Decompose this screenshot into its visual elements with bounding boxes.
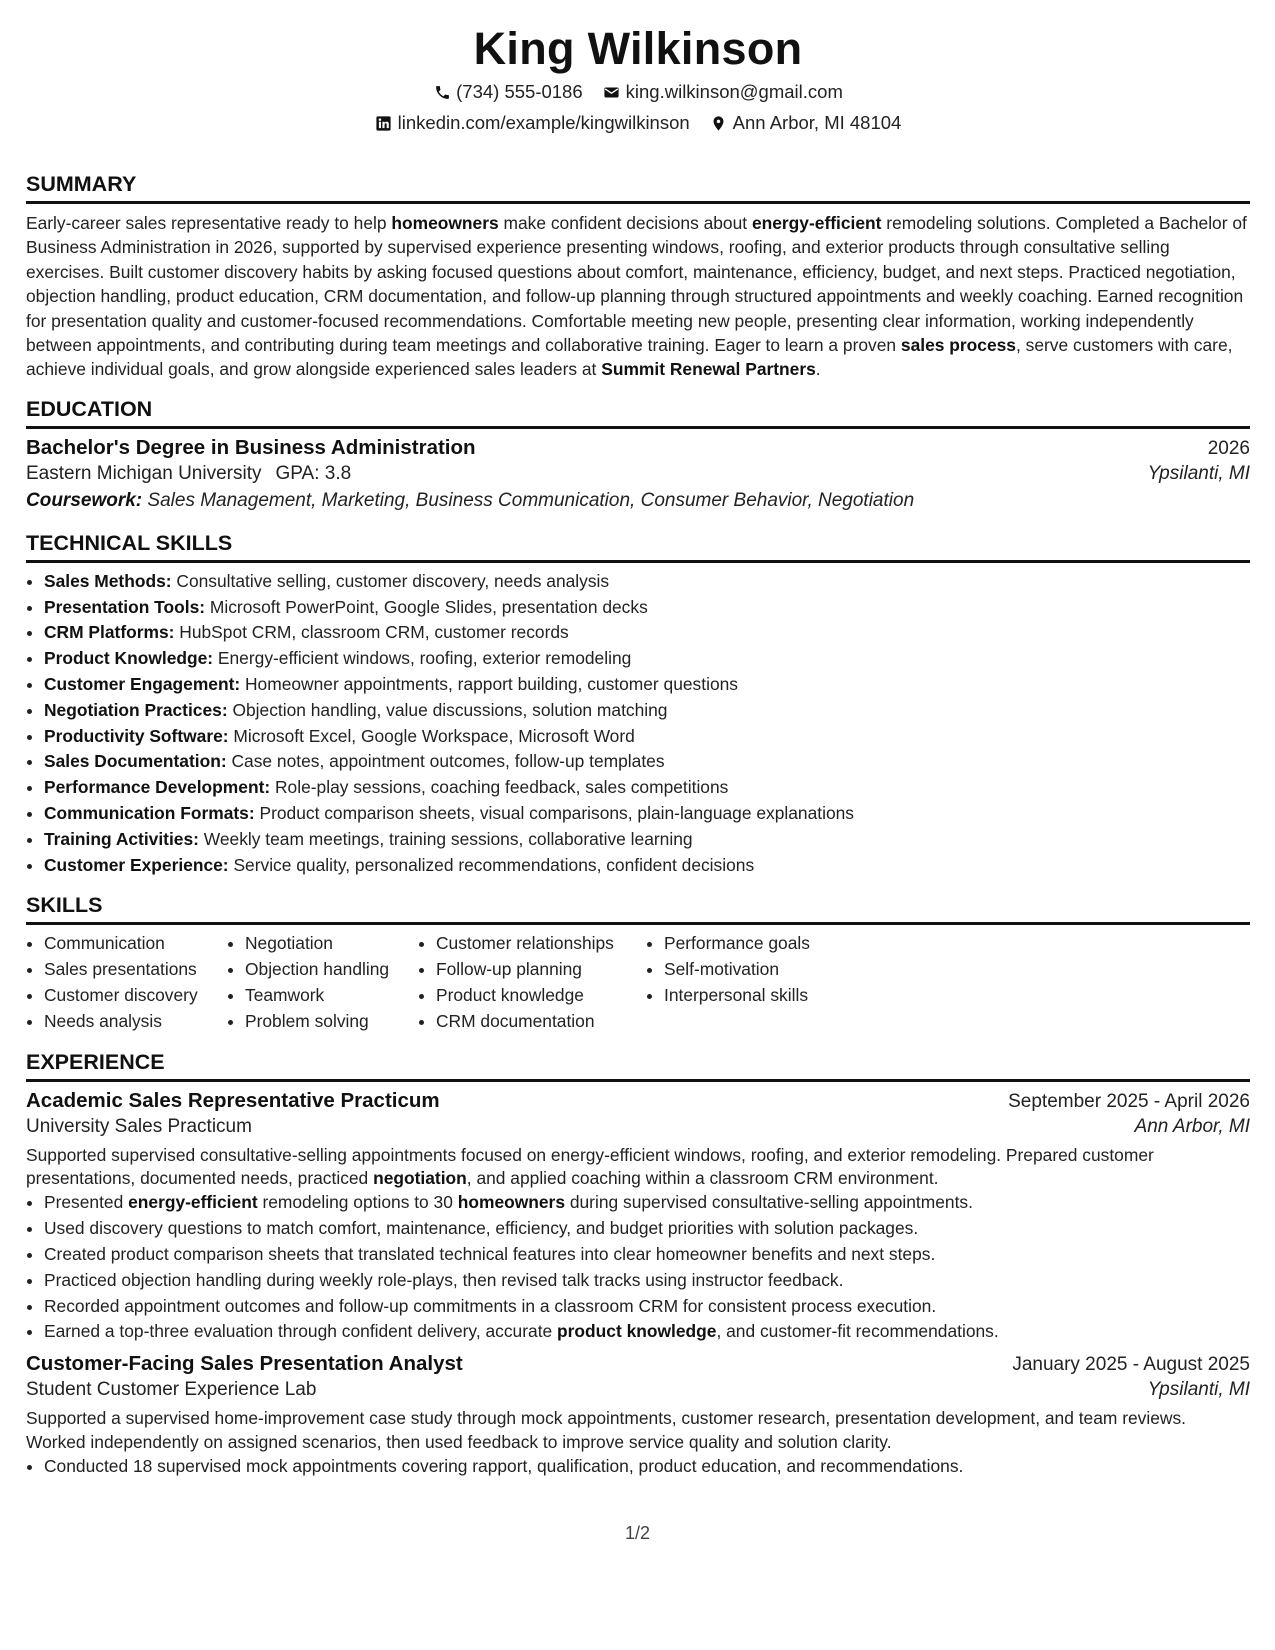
skills-column-4 <box>646 931 864 1034</box>
list-item: • Conducted 18 supervised mock appointments covering rapport, qualification, product education, and recommendations. <box>44 1454 1250 1480</box>
summary-bold: Summit Renewal Partners <box>601 359 816 380</box>
list-item <box>44 749 1250 775</box>
job-dates: September 2025 - April 2026 <box>1008 1090 1250 1112</box>
job-organization: University Sales Practicum <box>26 1115 252 1137</box>
list-item: • Customer relationships <box>436 931 646 957</box>
email-address[interactable]: king.wilkinson@gmail.com <box>625 81 843 102</box>
skill-values: Homeowner appointments, rapport building, customer questions <box>240 674 738 695</box>
list-item: • Product knowledge <box>436 983 646 1009</box>
education-heading: EDUCATION <box>26 396 1250 429</box>
skill-category: Productivity Software: <box>44 725 229 746</box>
skill-values: Weekly team meetings, training sessions, collaborative learning <box>198 828 693 849</box>
gpa: GPA: 3.8 <box>275 462 352 484</box>
list-item: • Follow-up planning <box>436 957 646 983</box>
envelope-icon <box>603 83 621 101</box>
coursework-label: Coursework: <box>26 489 143 511</box>
list-item <box>44 698 1250 724</box>
bullet-text: Earned a top-three evaluation through confident delivery, accurate <box>44 1321 558 1342</box>
skill-category: Customer Engagement: <box>44 674 241 695</box>
bullet-text: during supervised consultative-selling appointments. <box>565 1192 973 1213</box>
school-info <box>26 463 351 485</box>
job-title-row <box>26 1352 1250 1376</box>
education-entry-sub <box>26 463 1250 485</box>
skill-values: Microsoft Excel, Google Workspace, Microsoft Word <box>228 725 635 746</box>
skill-category: Sales Documentation: <box>44 751 227 772</box>
bullet-text: , and customer-fit recommendations. <box>716 1321 999 1342</box>
skills-heading: SKILLS <box>26 892 1250 925</box>
skill-category: Performance Development: <box>44 777 271 798</box>
list-item <box>44 801 1250 827</box>
job-title: Customer-Facing Sales Presentation Analyst <box>26 1352 463 1376</box>
desc-text: , and applied coaching within a classroom CRM environment. <box>466 1168 939 1188</box>
job-title: Academic Sales Representative Practicum <box>26 1088 440 1112</box>
list-item: • Communication <box>44 931 227 957</box>
job-entry <box>26 1352 1250 1480</box>
job-organization: Student Customer Experience Lab <box>26 1379 317 1401</box>
graduation-year: 2026 <box>1207 437 1250 459</box>
experience-heading: EXPERIENCE <box>26 1049 1250 1082</box>
list-item <box>44 1319 1250 1345</box>
job-org-row <box>26 1116 1250 1138</box>
list-item: • Customer discovery <box>44 983 227 1009</box>
skills-column-2 <box>227 931 418 1034</box>
list-item <box>44 569 1250 595</box>
bullet-bold: product knowledge <box>557 1321 717 1342</box>
summary-paragraph <box>26 211 1250 382</box>
job-bullets <box>26 1454 1250 1480</box>
linkedin-url[interactable]: linkedin.com/example/kingwilkinson <box>397 112 690 133</box>
list-item: • Objection handling <box>245 957 418 983</box>
job-bullets <box>26 1190 1250 1345</box>
summary-text: . <box>815 359 821 380</box>
skill-category: CRM Platforms: <box>44 622 175 643</box>
linkedin-icon <box>375 114 393 132</box>
skill-category: Product Knowledge: <box>44 648 214 669</box>
summary-text: , serve customers with care, achieve individual goals, and grow alongside experienced sales leaders at <box>26 335 1233 380</box>
list-item: • Practiced objection handling during weekly role-plays, then revised talk tracks using instructor feedback. <box>44 1268 1250 1294</box>
skill-values: Consultative selling, customer discovery, needs analysis <box>171 570 610 591</box>
map-pin-icon <box>710 114 728 132</box>
bullet-bold: homeowners <box>457 1192 565 1213</box>
list-item: • Interpersonal skills <box>664 983 864 1009</box>
job-location: Ann Arbor, MI <box>1134 1115 1250 1137</box>
coursework-list: Sales Management, Marketing, Business Communication, Consumer Behavior, Negotiation <box>142 489 915 511</box>
skill-category: Sales Methods: <box>44 570 172 591</box>
job-description <box>26 1144 1250 1191</box>
contact-row-2 <box>26 111 1250 135</box>
summary-text: Early-career sales representative ready to help <box>26 213 392 233</box>
skill-values: Energy-efficient windows, roofing, exterior remodeling <box>213 648 632 669</box>
bullet-text: Presented <box>44 1192 129 1213</box>
location-contact <box>710 111 902 135</box>
desc-bold: negotiation <box>373 1168 467 1188</box>
school-location: Ypsilanti, MI <box>1147 462 1250 484</box>
summary-text: make confident decisions about <box>498 213 752 233</box>
list-item: • Negotiation <box>245 931 418 957</box>
list-item <box>44 1190 1250 1216</box>
linkedin-contact[interactable] <box>375 111 690 135</box>
list-item: • Needs analysis <box>44 1009 227 1035</box>
summary-bold: sales process <box>900 335 1016 356</box>
skill-values: Microsoft PowerPoint, Google Slides, presentation decks <box>205 596 648 617</box>
page-number: 1/2 <box>624 1523 651 1543</box>
skill-category: Training Activities: <box>44 828 199 849</box>
phone-contact <box>433 80 583 104</box>
skill-values: Product comparison sheets, visual comparisons, plain-language explanations <box>254 803 854 824</box>
technical-skills-heading: TECHNICAL SKILLS <box>26 530 1250 563</box>
list-item <box>44 724 1250 750</box>
list-item <box>44 646 1250 672</box>
list-item: • Used discovery questions to match comfort, maintenance, efficiency, and budget priorities with solution packages. <box>44 1216 1250 1242</box>
skill-values: Objection handling, value discussions, solution matching <box>227 699 668 720</box>
skill-category: Negotiation Practices: <box>44 699 228 720</box>
degree-title: Bachelor's Degree in Business Administration <box>26 435 476 459</box>
job-description: Supported a supervised home-improvement case study through mock appointments, customer research, presentation development, and team reviews. Worked independently on assigned scenarios, then used feedback to improve service quality and solution clarity. <box>26 1408 1186 1452</box>
summary-text: remodeling solutions. Completed a Bachelor of Business Administration in 2026, supported by supervised experience presenting windows, roofing, and exterior products through consultative selling exercises. Built customer discovery habits by asking focused questions about comfort, maintenance, efficiency, budget, and next steps. Practiced negotiation, objection handling, product education, CRM documentation, and follow-up planning through structured appointments and weekly coaching. Earned recognition for presentation quality and customer-focused recommendations. Comfortable meeting new people, presenting clear information, working independently between appointments, and contributing during team meetings and collaborative training. Eager to learn a proven <box>26 213 1247 356</box>
coursework-line <box>26 490 1250 512</box>
list-item <box>44 672 1250 698</box>
resume-page <box>26 18 1250 1480</box>
skills-column-3 <box>418 931 646 1034</box>
skill-values: HubSpot CRM, classroom CRM, customer records <box>174 622 569 643</box>
phone-number: (734) 555-0186 <box>456 81 583 102</box>
location-text: Ann Arbor, MI 48104 <box>732 112 902 133</box>
job-title-row <box>26 1089 1250 1113</box>
list-item: • Sales presentations <box>44 957 227 983</box>
phone-icon <box>433 83 451 101</box>
list-item: • Teamwork <box>245 983 418 1009</box>
skill-category: Communication Formats: <box>44 803 255 824</box>
list-item <box>44 775 1250 801</box>
skills-grid <box>26 931 1250 1034</box>
email-contact[interactable] <box>603 80 843 104</box>
contact-row-1 <box>26 80 1250 104</box>
bullet-bold: energy-efficient <box>128 1192 258 1213</box>
job-location: Ypsilanti, MI <box>1147 1379 1250 1401</box>
list-item <box>44 595 1250 621</box>
job-dates: January 2025 - August 2025 <box>1012 1354 1250 1376</box>
job-org-row <box>26 1379 1250 1401</box>
bullet-text: remodeling options to 30 <box>257 1192 458 1213</box>
candidate-name: King Wilkinson <box>473 23 803 74</box>
technical-skills-list <box>26 569 1250 879</box>
skill-category: Customer Experience: <box>44 854 229 875</box>
skill-values: Case notes, appointment outcomes, follow-up templates <box>226 751 665 772</box>
skills-column-1 <box>26 931 227 1034</box>
job-entry <box>26 1089 1250 1346</box>
list-item <box>44 853 1250 879</box>
list-item <box>44 827 1250 853</box>
skill-values: Service quality, personalized recommendations, confident decisions <box>228 854 755 875</box>
skill-category: Presentation Tools: <box>44 596 206 617</box>
list-item: • Performance goals <box>664 931 864 957</box>
list-item: • Recorded appointment outcomes and follow-up commitments in a classroom CRM for consistent process execution. <box>44 1294 1250 1320</box>
skill-values: Role-play sessions, coaching feedback, sales competitions <box>270 777 729 798</box>
education-entry-title <box>26 436 1250 460</box>
list-item <box>44 620 1250 646</box>
summary-bold: homeowners <box>391 213 499 233</box>
list-item: • Problem solving <box>245 1009 418 1035</box>
desc-text: Supported supervised consultative-selling appointments focused on energy-efficient windows, roofing, and exterior remodeling. Prepared customer presentations, documented needs, practiced <box>26 1144 1154 1188</box>
list-item: • Created product comparison sheets that translated technical features into clear homeowner benefits and next steps. <box>44 1242 1250 1268</box>
summary-bold: energy-efficient <box>751 213 882 233</box>
list-item: • CRM documentation <box>436 1009 646 1035</box>
school-name: Eastern Michigan University <box>26 462 262 484</box>
list-item: • Self-motivation <box>664 957 864 983</box>
summary-heading: SUMMARY <box>26 171 1250 204</box>
